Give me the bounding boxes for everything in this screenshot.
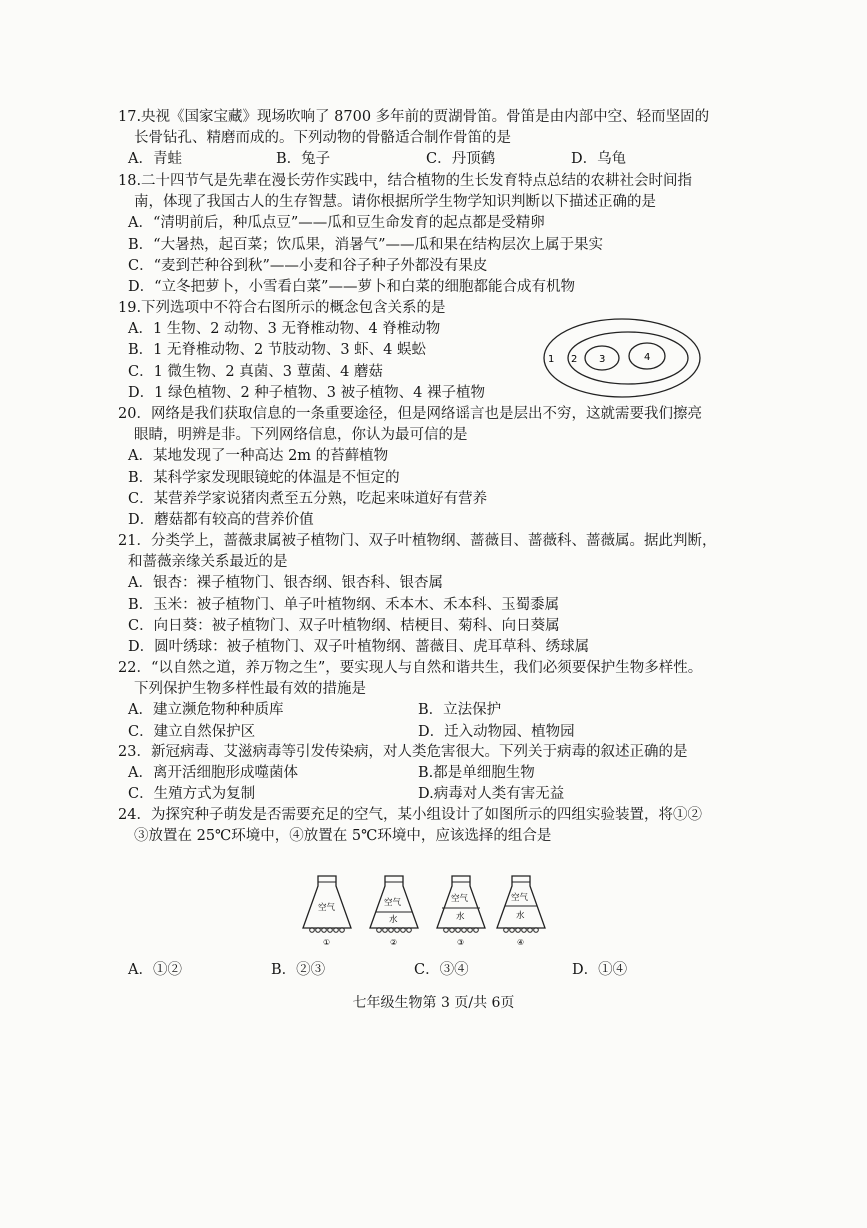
question-stem: 20．网络是我们获取信息的一条重要途径，但是网络谣言也是层出不穷，这就需要我们擦亮 [118, 406, 702, 422]
options-row [118, 722, 738, 743]
question-stem: 23．新冠病毒、艾滋病毒等引发传染病，对人类危害很大。下列关于病毒的叙述正确的是 [118, 744, 688, 760]
flask-1-label: ① [323, 938, 331, 947]
option-b: B．②③ [271, 962, 326, 978]
option-b: B.都是单细胞生物 [418, 765, 535, 782]
label-2: 2 [571, 354, 578, 365]
flask-2-water: 水 [389, 915, 398, 925]
flask-4-label: ④ [517, 938, 525, 947]
question-stem: 眼睛，明辨是非。下列网络信息，你认为最可信的是 [134, 427, 468, 444]
option-a: A．青蛙 [128, 151, 182, 168]
question-stem: 下列保护生物多样性最有效的措施是 [134, 681, 366, 698]
options-row [118, 700, 738, 721]
option-d: D．迁入动物园、植物园 [418, 723, 575, 740]
option-c: C．建立自然保护区 [128, 723, 256, 740]
question-17 [118, 107, 738, 171]
question-23 [118, 742, 738, 806]
flask-2 [370, 876, 418, 947]
flask-3-air: 空气 [451, 894, 469, 904]
flask-3-water: 水 [456, 912, 465, 922]
option-a: A．建立濒危物种种质库 [128, 702, 284, 719]
options-row [118, 149, 738, 170]
option-c: C．1 微生物、2 真菌、3 蕈菌、4 蘑菇 [128, 363, 383, 380]
option-a: A．①② [128, 962, 182, 978]
option-b: B．“大暑热，起百菜；饮瓜果，消暑气”——瓜和果在结构层次上属于果实 [128, 236, 603, 253]
option-b: B．某科学家发现眼镜蛇的体温是不恒定的 [128, 469, 400, 486]
flask-3-label: ③ [457, 938, 465, 947]
concept-inclusion-diagram [540, 316, 710, 404]
option-c: C．③④ [414, 962, 469, 978]
option-d: D．“立冬把萝卜，小雪看白菜”——萝卜和白菜的细胞都能合成有机物 [128, 279, 575, 296]
option-c: C．向日葵：被子植物门、双子叶植物纲、桔梗目、菊科、向日葵属 [128, 617, 560, 634]
option-b: B．1 无脊椎动物、2 节肢动物、3 虾、4 蜈蚣 [128, 342, 426, 359]
question-24 [118, 805, 738, 847]
option-a: A．离开活细胞形成噬菌体 [128, 765, 298, 782]
question-20 [118, 404, 738, 531]
seed-germination-flasks [300, 872, 550, 952]
question-stem: 18.二十四节气是先辈在漫长劳作实践中，结合植物的生长发育特点总结的农耕社会时间指 [118, 173, 693, 189]
option-d: D．①④ [572, 962, 628, 978]
question-stem: 19.下列选项中不符合右图所示的概念包含关系的是 [118, 300, 446, 316]
option-a: A．1 生物、2 动物、3 无脊椎动物、4 脊椎动物 [128, 321, 441, 338]
options-row [118, 784, 738, 805]
flask-4 [497, 876, 545, 947]
option-c: C．生殖方式为复制 [128, 786, 256, 803]
option-b: B．兔子 [276, 151, 331, 168]
label-1: 1 [548, 354, 555, 365]
option-d: D．乌龟 [571, 151, 627, 168]
question-stem: 22．“以自然之道，养万物之生”，要实现人与自然和谐共生，我们必须要保护生物多样性。 [118, 660, 703, 676]
question-stem: 24．为探究种子萌发是否需要充足的空气，某小组设计了如图所示的四组实验装置，将①② [118, 807, 702, 823]
option-c: C．“麦到芒种谷到秋”——小麦和谷子种子外都没有果皮 [128, 257, 488, 274]
option-b: B．玉米：被子植物门、单子叶植物纲、禾本木、禾本科、玉蜀黍属 [128, 596, 560, 613]
question-stem: ③放置在 25℃环境中，④放置在 5℃环境中，应该选择的组合是 [134, 828, 552, 845]
option-d: D.病毒对人类有害无益 [418, 786, 565, 803]
question-stem: 长骨钻孔、精磨而成的。下列动物的骨骼适合制作骨笛的是 [134, 130, 511, 147]
flask-4-water: 水 [516, 911, 525, 921]
option-d: D．圆叶绣球：被子植物门、双子叶植物纲、蔷薇目、虎耳草科、绣球属 [128, 639, 590, 656]
flask-2-label: ② [390, 938, 398, 947]
label-4: 4 [644, 352, 651, 363]
question-22 [118, 658, 738, 743]
option-a: A．“清明前后，种瓜点豆”——瓜和豆生命发育的起点都是受精卵 [128, 215, 545, 232]
option-c: C．某营养学家说猪肉煮至五分熟，吃起来味道好有营养 [128, 490, 488, 507]
option-a: A．某地发现了一种高达 2m 的苔藓植物 [128, 448, 389, 465]
label-3: 3 [599, 354, 606, 365]
flask-1 [303, 876, 351, 947]
flask-1-air: 空气 [318, 903, 336, 913]
question-stem: 南，体现了我国古人的生存智慧。请你根据所学生物学知识判断以下描述正确的是 [134, 194, 656, 211]
flask-2-air: 空气 [384, 898, 402, 908]
question-18 [118, 171, 738, 298]
oval-2 [568, 332, 688, 384]
flask-3 [437, 876, 485, 947]
option-a: A．银杏：裸子植物门、银杏纲、银杏科、银杏属 [128, 575, 443, 592]
option-d: D．蘑菇都有较高的营养价值 [128, 512, 314, 529]
option-d: D．1 绿色植物、2 种子植物、3 被子植物、4 裸子植物 [128, 384, 485, 401]
page-footer: 七年级生物第 3 页/共 6页 [352, 995, 515, 1011]
flask-4-air: 空气 [511, 893, 529, 903]
options-row [118, 763, 738, 784]
question-stem: 和蔷薇亲缘关系最近的是 [128, 554, 288, 571]
question-21 [118, 531, 738, 658]
question-stem: 17.央视《国家宝藏》现场吹响了 8700 多年前的贾湖骨笛。骨笛是由内部中空、轻而坚固的 [118, 109, 710, 125]
option-c: C．丹顶鹤 [426, 151, 496, 168]
option-b: B．立法保护 [418, 702, 502, 719]
question-24-options [128, 958, 715, 979]
question-stem: 21．分类学上，蔷薇隶属被子植物门、双子叶植物纲、蔷薇目、蔷薇科、蔷薇属。据此判断， [118, 533, 717, 549]
